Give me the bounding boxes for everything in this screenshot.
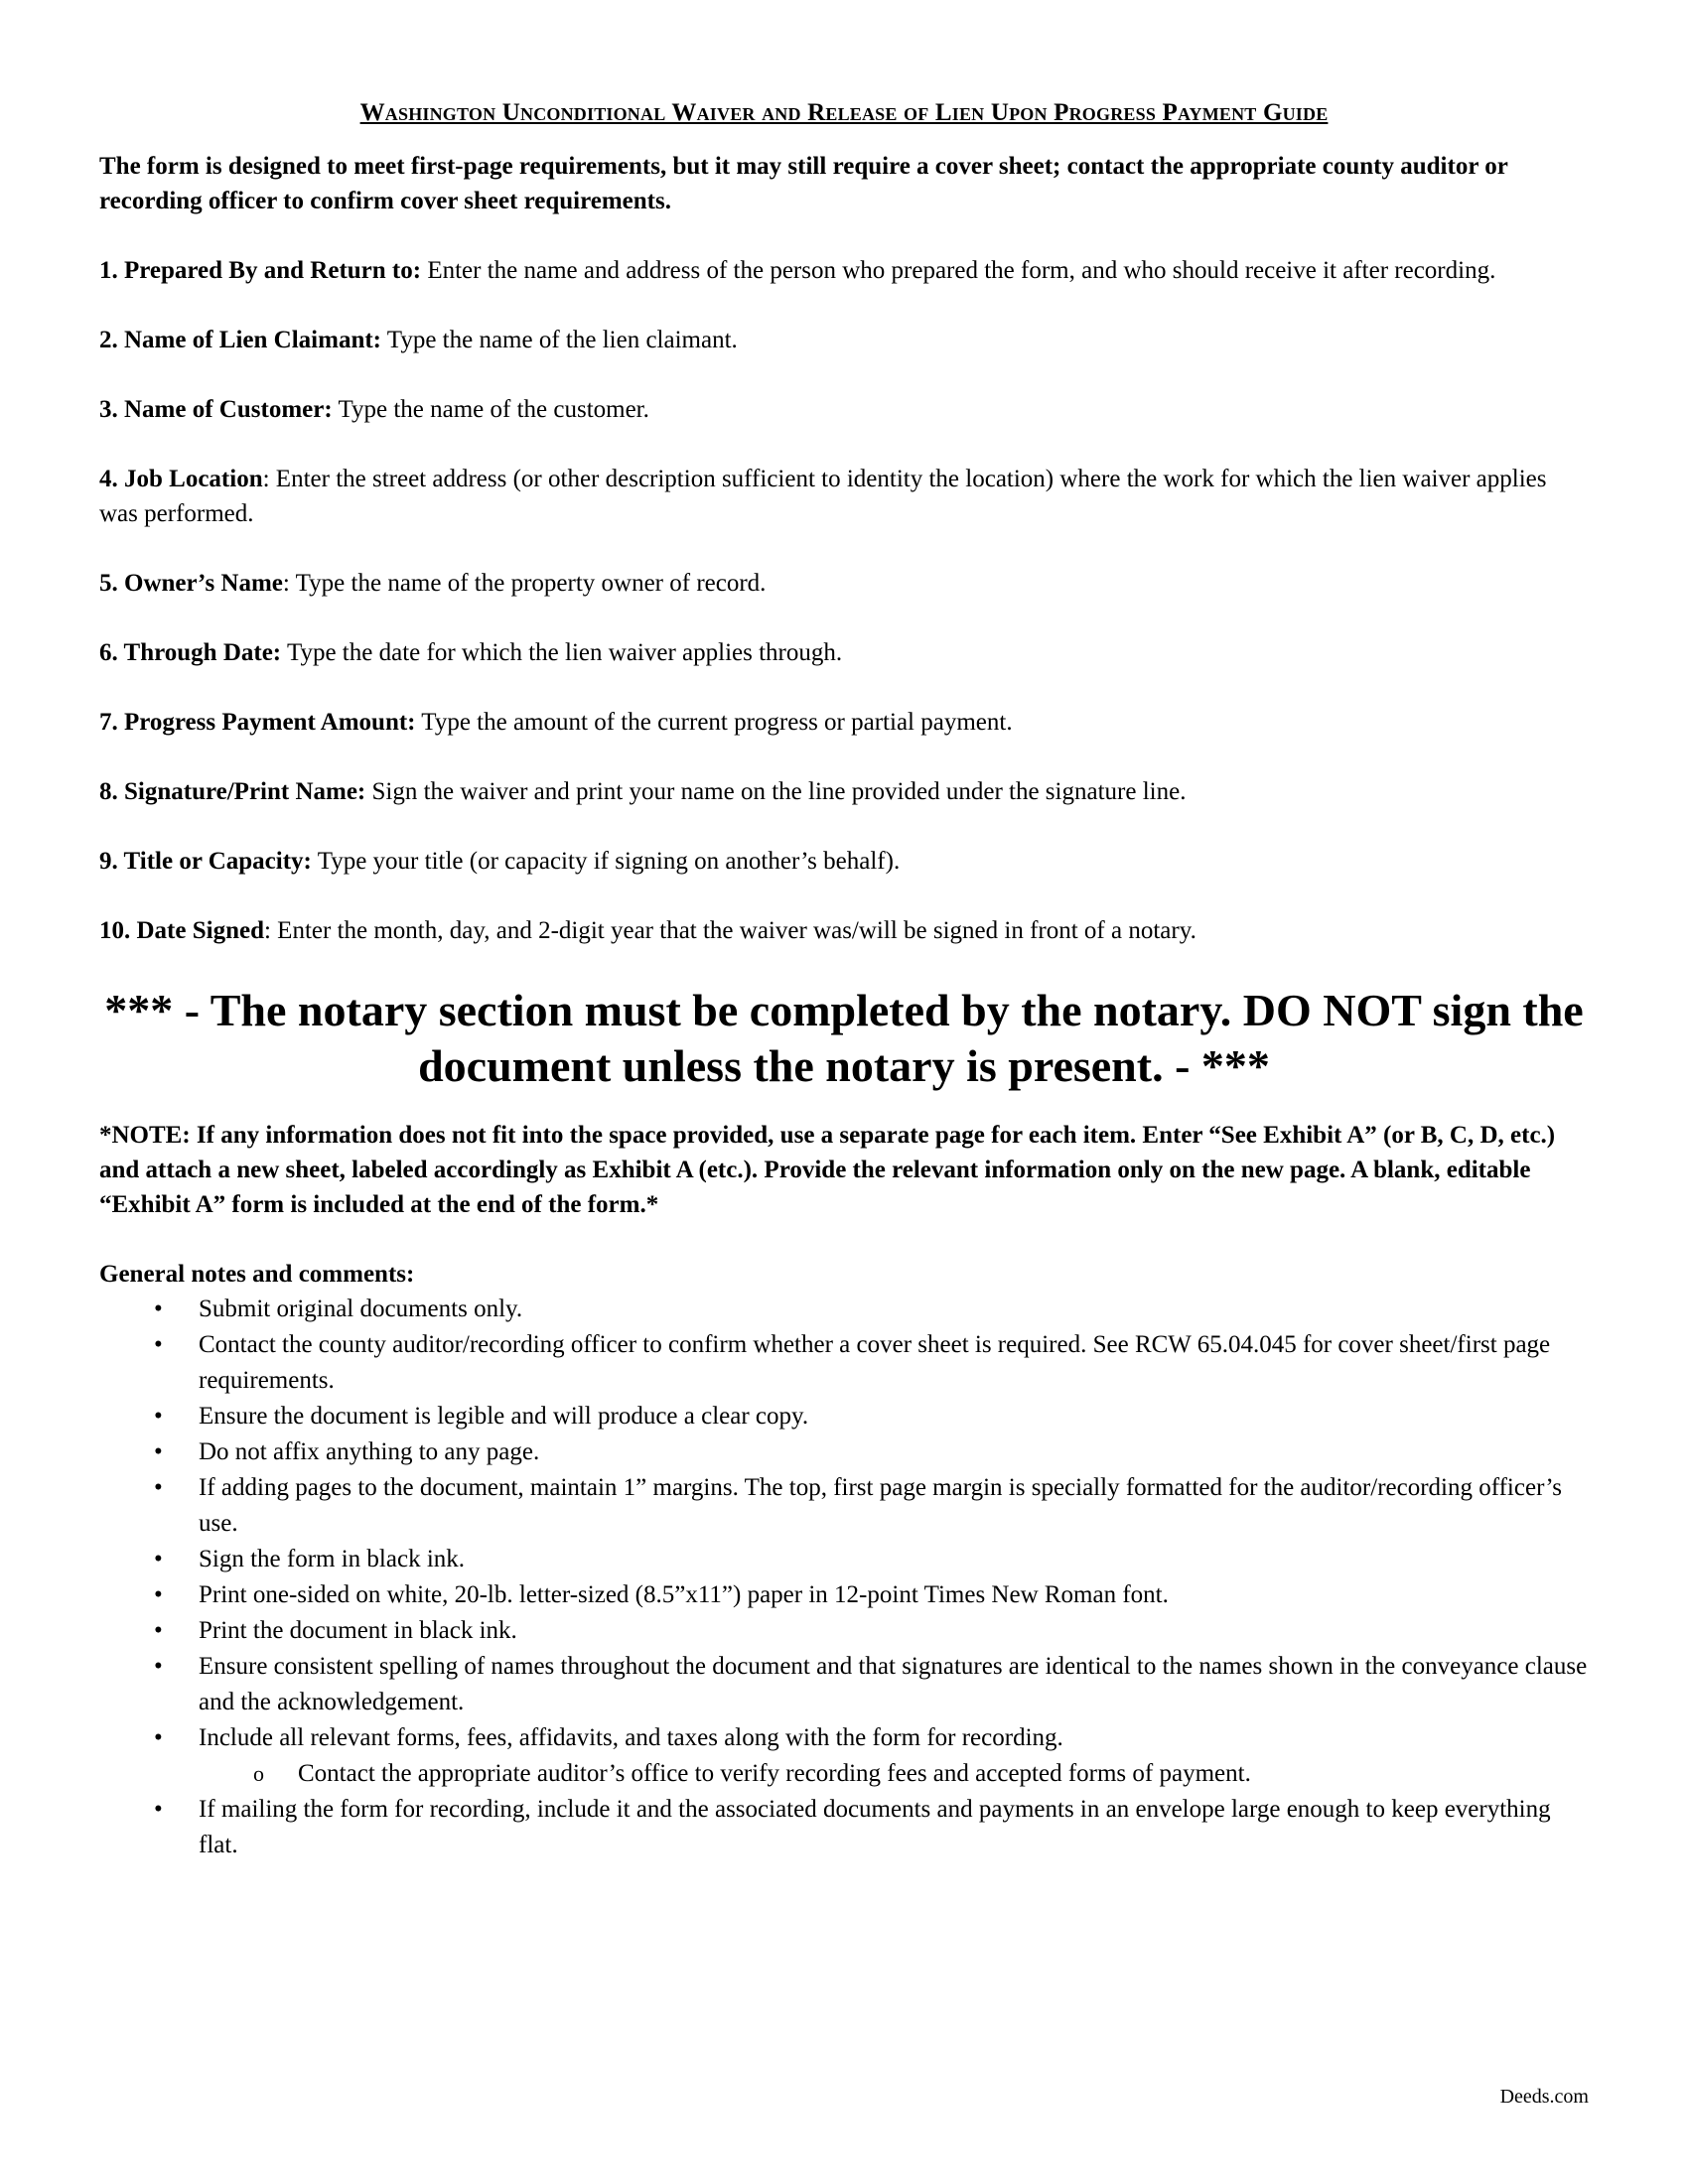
instruction-item	[99, 705, 1589, 740]
instruction-label: 3. Name of Customer:	[99, 396, 333, 423]
instruction-label: 7. Progress Payment Amount:	[99, 709, 416, 736]
list-item-text: If adding pages to the document, maintain 1” margins. The top, first page margin is specially formatted for the auditor/recording officer’s use.	[199, 1474, 1562, 1537]
sub-list-item	[99, 1756, 1589, 1792]
instruction-text: : Type the name of the property owner of record.	[282, 570, 767, 597]
bullet-icon: •	[154, 1617, 163, 1644]
list-item-text: Contact the county auditor/recording officer to confirm whether a cover sheet is required. See RCW 65.04.045 for cover sheet/first page requirements.	[199, 1331, 1551, 1394]
list-item-text: Print the document in black ink.	[199, 1617, 517, 1644]
instruction-label: 9. Title or Capacity:	[99, 848, 312, 875]
instruction-item	[99, 392, 1589, 427]
list-item	[99, 1542, 1589, 1577]
list-item	[99, 1577, 1589, 1613]
list-item-text: Print one-sided on white, 20-lb. letter-sized (8.5”x11”) paper in 12-point Times New Roman font.	[199, 1581, 1169, 1608]
instruction-text: Type the name of the customer.	[332, 396, 649, 423]
list-item	[99, 1470, 1589, 1542]
instruction-item	[99, 913, 1589, 948]
list-item	[99, 1292, 1589, 1327]
list-item-text: Include all relevant forms, fees, affidavits, and taxes along with the form for recording.	[199, 1724, 1063, 1751]
bullet-icon: •	[154, 1403, 163, 1430]
list-item-text: Sign the form in black ink.	[199, 1546, 466, 1572]
document-title: Washington Unconditional Waiver and Release of Lien Upon Progress Payment Guide	[359, 99, 1329, 126]
list-item-text: Ensure consistent spelling of names throughout the document and that signatures are identical to the names shown in the conveyance clause and the acknowledgement.	[199, 1653, 1588, 1715]
instruction-text: Enter the name and address of the person who prepared the form, and who should receive it after recording.	[421, 257, 1496, 284]
bullet-icon: •	[154, 1724, 163, 1751]
list-item-text: Contact the appropriate auditor’s office to verify recording fees and accepted forms of payment.	[298, 1760, 1251, 1787]
list-item-text: Do not affix anything to any page.	[199, 1438, 540, 1465]
instruction-label: 1. Prepared By and Return to:	[99, 257, 422, 284]
bullet-icon: •	[154, 1331, 163, 1358]
list-item-text: Submit original documents only.	[199, 1296, 523, 1322]
instruction-item	[99, 566, 1589, 601]
exhibit-note: *NOTE: If any information does not fit into the space provided, use a separate page for each item. Enter “See Exhibit A” (or B, C, D, etc.) and attach a new sheet, labeled accordingly as Exhibit A (etc.). Provide the relevant information only on the new page. A blank, editable “Exhibit A” form is included at the end of the form.*	[99, 1122, 1556, 1218]
instruction-item	[99, 635, 1589, 670]
sub-bullet-icon: o	[253, 1761, 264, 1786]
instruction-text: Type your title (or capacity if signing on another’s behalf).	[311, 848, 901, 875]
instruction-item	[99, 462, 1589, 531]
list-item	[99, 1399, 1589, 1434]
instruction-label: 8. Signature/Print Name:	[99, 778, 366, 805]
instruction-text: : Enter the street address (or other description sufficient to identity the location) where the work for which the lien waiver applies was performed.	[99, 466, 1547, 527]
general-notes-list	[99, 1292, 1589, 1863]
instruction-item	[99, 323, 1589, 357]
general-notes-heading: General notes and comments:	[99, 1261, 415, 1288]
bullet-icon: •	[154, 1546, 163, 1572]
list-item-text: Ensure the document is legible and will produce a clear copy.	[199, 1403, 809, 1430]
list-item	[99, 1434, 1589, 1470]
bullet-icon: •	[154, 1653, 163, 1680]
document-page	[99, 99, 1589, 1863]
instruction-label: 4. Job Location	[99, 466, 263, 492]
instruction-label: 6. Through Date:	[99, 639, 282, 666]
instruction-text: Type the name of the lien claimant.	[381, 327, 738, 353]
bullet-icon: •	[154, 1581, 163, 1608]
bullet-icon: •	[154, 1474, 163, 1501]
list-item	[99, 1327, 1589, 1399]
instruction-item	[99, 844, 1589, 879]
instruction-label: 2. Name of Lien Claimant:	[99, 327, 381, 353]
instruction-text: : Enter the month, day, and 2-digit year that the waiver was/will be signed in front of a notary.	[263, 917, 1196, 944]
instruction-text: Sign the waiver and print your name on the line provided under the signature line.	[365, 778, 1187, 805]
instruction-label: 10. Date Signed	[99, 917, 264, 944]
instruction-text: Type the date for which the lien waiver applies through.	[281, 639, 843, 666]
list-item	[99, 1613, 1589, 1649]
list-item	[99, 1649, 1589, 1720]
general-notes-title: General notes and comments	[99, 1261, 406, 1288]
bullet-icon: •	[154, 1438, 163, 1465]
list-item-text: If mailing the form for recording, include it and the associated documents and payments in an envelope large enough to keep everything flat.	[199, 1796, 1551, 1858]
notary-warning: *** - The notary section must be completed by the notary. DO NOT sign the document unless the notary is present. - ***	[104, 985, 1584, 1091]
instruction-text: Type the amount of the current progress or partial payment.	[415, 709, 1013, 736]
instruction-item	[99, 774, 1589, 809]
bullet-icon: •	[154, 1796, 163, 1823]
list-item	[99, 1720, 1589, 1756]
list-item	[99, 1792, 1589, 1863]
instruction-item	[99, 253, 1589, 288]
footer-source: Deeds.com	[1499, 2086, 1589, 2108]
instruction-label: 5. Owner’s Name	[99, 570, 283, 597]
bullet-icon: •	[154, 1296, 163, 1322]
intro-paragraph: The form is designed to meet first-page requirements, but it may still require a cover sheet; contact the appropriate county auditor or recording officer to confirm cover sheet requirements.	[99, 153, 1508, 214]
